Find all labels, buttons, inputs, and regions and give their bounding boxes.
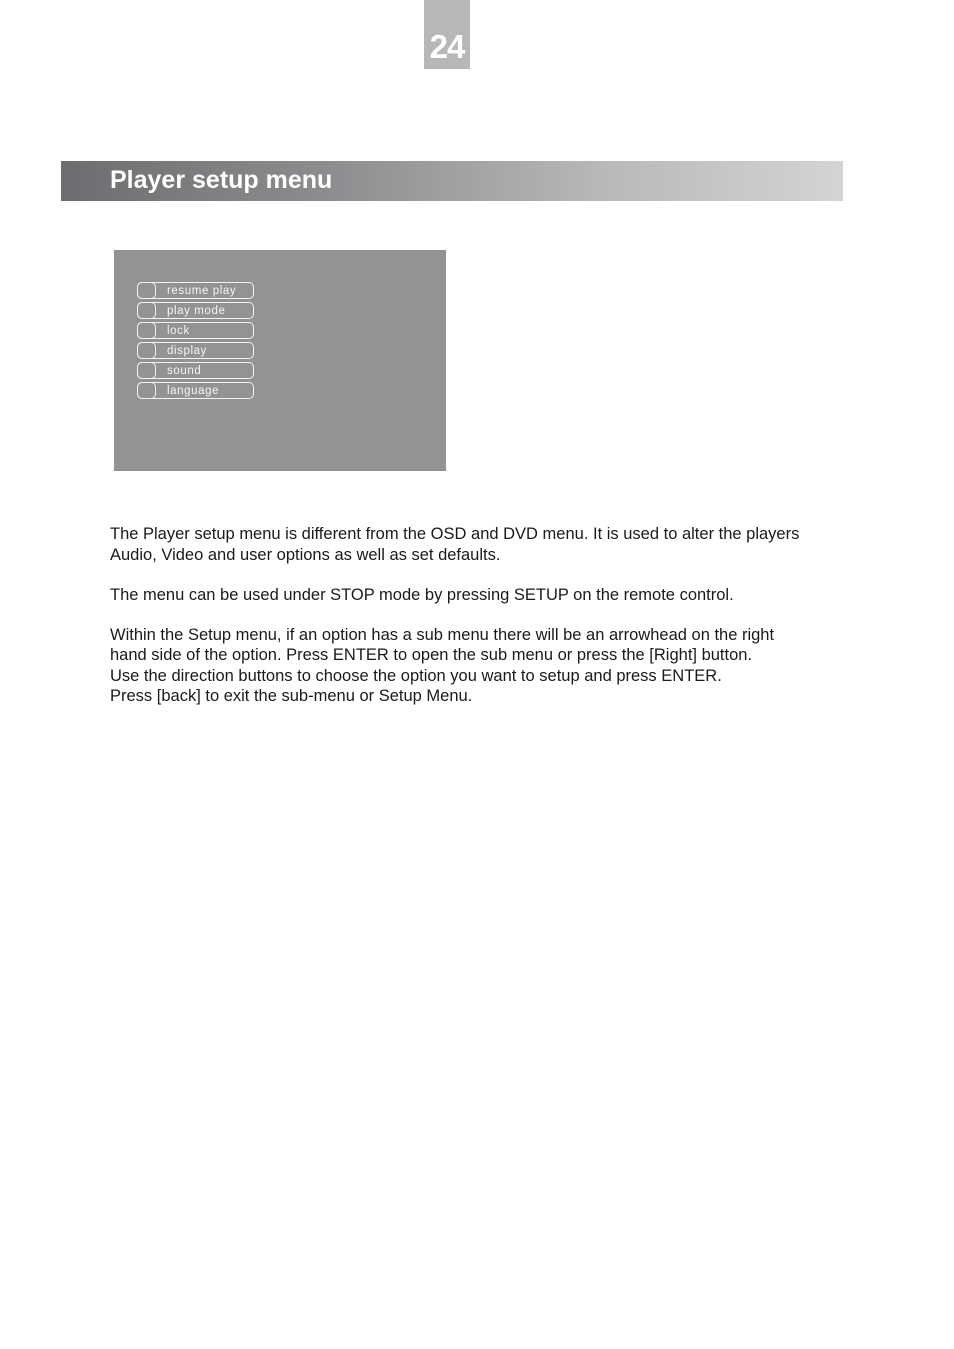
menu-item-label: display [167,345,207,357]
menu-item-resume-play[interactable] [137,282,254,299]
menu-item-language[interactable] [137,382,254,399]
menu-item-knob-icon [137,322,156,339]
setup-menu-list [137,282,254,402]
menu-item-play-mode[interactable] [137,302,254,319]
menu-item-label: lock [167,325,190,337]
page-number: 24 [429,28,465,65]
osd-screen-illustration [114,250,446,471]
text-line: hand side of the option. Press ENTER to open the sub menu or press the [Right] button. [110,646,753,664]
menu-item-label: sound [167,365,202,377]
menu-item-knob-icon [137,382,156,399]
section-title: Player setup menu [110,166,333,194]
body-text [110,524,855,726]
menu-item-lock[interactable] [137,322,254,339]
menu-item-display[interactable] [137,342,254,359]
menu-item-label: resume play [167,285,237,297]
paragraph-usage [110,585,855,606]
menu-item-label: play mode [167,305,226,317]
text-line: The menu can be used under STOP mode by pressing SETUP on the remote control. [110,585,734,604]
paragraph-navigation [110,625,855,707]
menu-item-knob-icon [137,342,156,359]
paragraph-intro [110,524,855,565]
menu-item-knob-icon [137,302,156,319]
text-line: The Player setup menu is different from the OSD and DVD menu. It is used to alter the players [110,525,800,543]
menu-item-knob-icon [137,362,156,379]
page-number-tab [424,0,470,69]
section-title-bar [61,161,843,201]
text-line: Audio, Video and user options as well as set defaults. [110,545,501,564]
text-line: Within the Setup menu, if an option has a sub menu there will be an arrowhead on the right [110,625,775,644]
menu-item-knob-icon [137,282,156,299]
menu-item-sound[interactable] [137,362,254,379]
text-line: Press [back] to exit the sub-menu or Setup Menu. [110,687,473,705]
text-line: Use the direction buttons to choose the option you want to setup and press ENTER. [110,666,722,685]
menu-item-label: language [167,385,220,397]
